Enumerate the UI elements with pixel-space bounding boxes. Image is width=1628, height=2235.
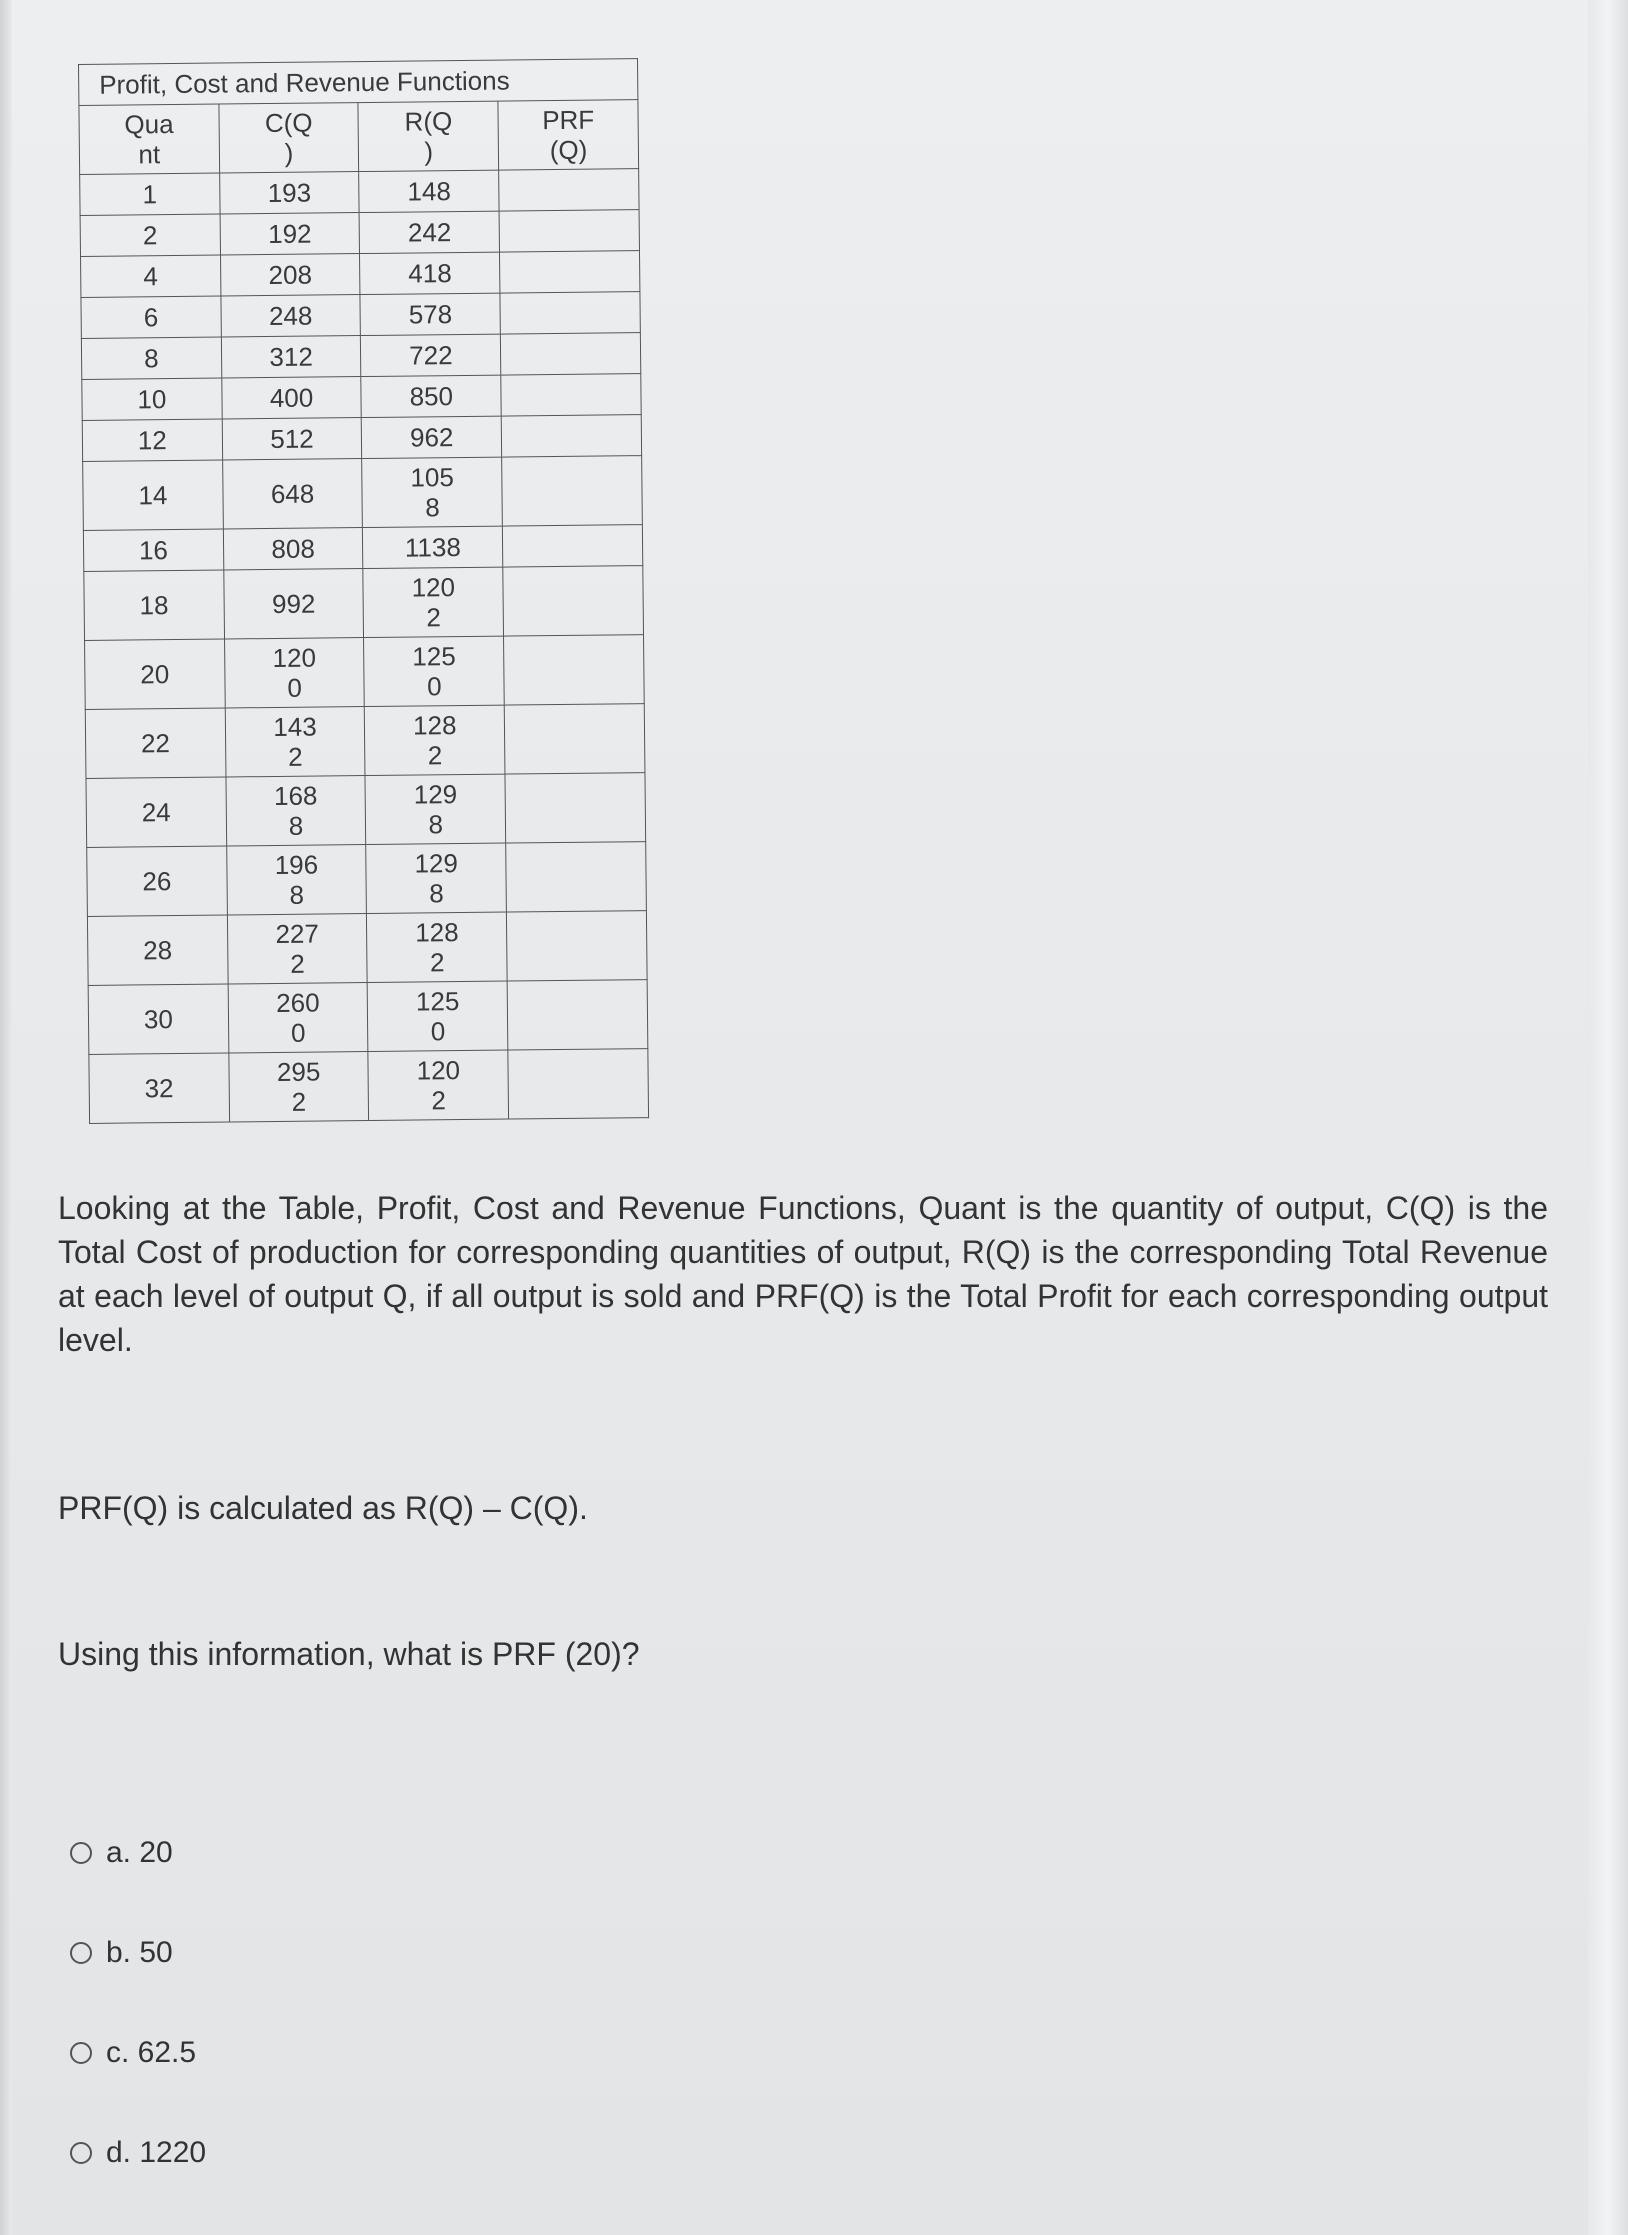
cell-profit <box>500 292 640 334</box>
cell-cost-line: 260 <box>276 987 320 1018</box>
cell-profit <box>507 911 647 981</box>
cell-cost-line: 120 <box>272 642 317 673</box>
cell-cost-line: 192 <box>267 218 312 250</box>
cell-revenue-line: 962 <box>409 422 454 453</box>
table-row <box>80 169 639 216</box>
cell-revenue-line: 2 <box>431 1085 447 1116</box>
cell-quant-line: 4 <box>143 261 158 292</box>
cell-revenue <box>365 774 506 844</box>
cell-quant <box>86 777 226 847</box>
cell-cost-line: 648 <box>270 478 315 510</box>
page-left-edge <box>0 0 12 2235</box>
table-row <box>81 251 640 298</box>
cell-revenue <box>359 170 499 212</box>
table-row <box>87 911 647 986</box>
cell-cost-line: 227 <box>275 918 320 949</box>
table-row <box>85 635 645 710</box>
cell-revenue-line: 148 <box>407 176 452 207</box>
cell-revenue-line: 125 <box>415 986 460 1017</box>
cell-cost <box>225 707 365 777</box>
cell-revenue <box>368 1050 509 1120</box>
option-c-radio[interactable] <box>70 2042 92 2064</box>
cell-revenue-line: 128 <box>415 917 459 948</box>
cell-quant-line: 24 <box>141 797 171 828</box>
cell-quant-line: 18 <box>139 590 169 621</box>
cell-quant-line: 26 <box>142 866 172 897</box>
option-b-label: b. 50 <box>106 1936 173 1969</box>
cell-revenue-line: 129 <box>414 848 459 879</box>
cell-profit <box>503 566 643 636</box>
cell-cost-line: 512 <box>270 423 314 455</box>
cell-cost <box>224 638 364 708</box>
cell-cost <box>229 1052 369 1122</box>
cell-quant-line: 30 <box>143 1004 173 1035</box>
cell-revenue-line: 128 <box>412 710 457 741</box>
cell-profit <box>499 210 639 252</box>
cell-revenue <box>366 843 507 913</box>
cell-revenue-line: 418 <box>408 258 452 289</box>
cell-cost <box>221 336 361 378</box>
cell-quant <box>89 1053 229 1123</box>
cell-revenue-line: 129 <box>413 779 458 810</box>
table-row <box>82 415 641 462</box>
cell-profit <box>502 456 642 526</box>
header-revenue-line1: R(Q <box>404 106 453 137</box>
cell-quant-line: 8 <box>144 343 159 374</box>
table-row <box>87 842 647 917</box>
option-b-radio[interactable] <box>70 1942 92 1964</box>
table-row <box>86 773 646 848</box>
cell-cost <box>226 776 366 846</box>
cell-cost-line: 143 <box>273 711 317 742</box>
header-quant-line2: nt <box>138 139 161 170</box>
cell-cost <box>223 528 363 570</box>
cell-revenue-line: 0 <box>430 1016 446 1047</box>
header-cost <box>219 103 359 173</box>
cell-revenue-line: 8 <box>428 809 444 840</box>
cell-quant <box>88 984 228 1054</box>
table-row <box>88 980 648 1055</box>
header-quant-line1: Qua <box>124 109 174 140</box>
cell-revenue-line: 8 <box>429 878 444 909</box>
cell-revenue-line: 2 <box>429 947 445 978</box>
table-row <box>84 566 644 641</box>
table-row <box>83 456 643 531</box>
table-row <box>81 292 640 339</box>
option-a-label: a. 20 <box>106 1836 173 1869</box>
cell-quant <box>87 846 227 916</box>
header-quant <box>79 104 219 174</box>
cell-cost <box>220 254 360 296</box>
cell-cost <box>222 459 362 529</box>
cell-profit <box>501 415 641 457</box>
cell-cost <box>228 983 368 1053</box>
cell-revenue <box>364 636 505 706</box>
question-text: Using this information, what is PRF (20)? <box>58 1636 640 1672</box>
header-revenue <box>358 101 499 171</box>
cell-quant-line: 2 <box>142 220 158 251</box>
option-d-radio[interactable] <box>70 2142 92 2164</box>
cell-cost-line: 400 <box>269 382 314 414</box>
cell-quant <box>85 708 225 778</box>
cell-revenue <box>362 416 502 458</box>
table-row <box>83 525 642 572</box>
cell-cost <box>227 914 367 984</box>
cell-cost <box>222 377 362 419</box>
cell-quant <box>80 214 220 256</box>
table-row <box>80 210 639 257</box>
cell-cost-line: 2 <box>287 741 303 772</box>
cell-revenue-line: 120 <box>416 1055 461 1086</box>
cell-quant <box>81 296 221 338</box>
cell-quant <box>81 255 221 297</box>
cell-revenue <box>363 526 503 568</box>
cell-quant <box>87 915 227 985</box>
cell-quant <box>83 460 223 530</box>
cell-revenue <box>367 912 508 982</box>
table-body <box>80 169 649 1124</box>
cell-revenue-line: 578 <box>408 299 453 330</box>
cell-profit <box>505 773 645 843</box>
cell-revenue <box>361 375 501 417</box>
cell-revenue <box>363 567 504 637</box>
cell-revenue-line: 722 <box>409 340 453 371</box>
cell-profit <box>499 169 639 211</box>
cell-cost-line: 168 <box>273 780 318 811</box>
cell-quant-line: 28 <box>143 935 173 966</box>
cell-revenue-line: 242 <box>407 217 452 248</box>
cell-quant-line: 10 <box>137 384 167 415</box>
cell-revenue-line: 2 <box>426 602 442 633</box>
cell-quant-line: 6 <box>143 302 159 333</box>
header-profit-line2: (Q) <box>549 134 588 166</box>
cell-revenue <box>359 211 499 253</box>
cell-profit <box>504 635 644 705</box>
cell-cost-line: 208 <box>268 259 313 291</box>
header-revenue-line2: ) <box>424 136 434 167</box>
cell-quant <box>85 639 225 709</box>
header-cost-line2: ) <box>284 137 294 168</box>
table-header-row <box>79 100 639 175</box>
header-profit-line1: PRF <box>542 104 595 136</box>
cell-quant <box>83 529 223 571</box>
table-row <box>82 374 641 421</box>
cell-quant-line: 12 <box>137 425 167 456</box>
option-b[interactable] <box>70 1936 173 1970</box>
cell-quant-line: 14 <box>138 480 168 511</box>
cell-profit <box>503 525 643 567</box>
option-d-label: d. 1220 <box>106 2136 207 2169</box>
cell-quant <box>84 570 224 640</box>
cell-revenue <box>361 334 501 376</box>
cell-cost <box>224 569 364 639</box>
functions-table <box>78 58 649 1124</box>
cell-cost-line: 193 <box>267 177 312 209</box>
table-row <box>81 333 640 380</box>
cell-cost-line: 8 <box>288 810 304 841</box>
header-cost-line1: C(Q <box>264 107 313 139</box>
cell-cost-line: 312 <box>269 341 313 373</box>
cell-quant <box>80 173 220 215</box>
cell-revenue-line: 125 <box>412 641 456 672</box>
cell-quant <box>81 337 221 379</box>
cell-cost <box>222 418 362 460</box>
cell-quant <box>82 419 222 461</box>
cell-quant-line: 20 <box>140 659 170 690</box>
cell-revenue <box>368 981 509 1051</box>
formula-text: PRF(Q) is calculated as R(Q) – C(Q). <box>58 1490 588 1526</box>
cell-quant-line: 16 <box>138 535 169 566</box>
cell-revenue <box>360 293 500 335</box>
cell-cost-line: 808 <box>271 533 315 564</box>
cell-cost-line: 0 <box>290 1017 306 1048</box>
table-row <box>85 704 645 779</box>
cell-cost-line: 2 <box>290 948 305 979</box>
cell-revenue-line: 105 <box>410 462 455 493</box>
cell-cost <box>221 295 361 337</box>
cell-cost <box>226 845 366 915</box>
cell-cost <box>219 172 359 214</box>
cell-revenue-line: 120 <box>411 572 456 603</box>
option-a[interactable] <box>70 1836 173 1870</box>
option-d[interactable] <box>70 2136 206 2170</box>
cell-profit <box>500 251 640 293</box>
cell-cost-line: 8 <box>289 879 305 910</box>
cell-profit <box>501 333 641 375</box>
option-a-radio[interactable] <box>70 1842 92 1864</box>
cell-quant-line: 22 <box>140 728 171 759</box>
cell-cost-line: 992 <box>271 588 316 619</box>
cell-revenue-line: 2 <box>427 740 443 771</box>
header-profit <box>498 100 638 170</box>
cell-profit <box>504 704 644 774</box>
question-paragraph: Looking at the Table, Profit, Cost and Revenue Functions, Quant is the quantity of output, C(Q) is the Total Cost of production for corresponding quantities of output, R(Q) is the corresponding Total Revenue at each level of output Q, if all output is sold and PRF(Q) is the Total Profit for each corresponding output level. <box>58 1190 1548 1358</box>
cell-cost-line: 248 <box>268 300 313 332</box>
cell-profit <box>506 842 646 912</box>
cell-revenue <box>360 252 500 294</box>
cell-quant-line: 1 <box>142 179 158 210</box>
cell-cost-line: 2 <box>291 1086 307 1117</box>
cell-revenue-line: 1138 <box>404 532 462 563</box>
cell-revenue-line: 8 <box>425 492 440 523</box>
table-caption: Profit, Cost and Revenue Functions <box>79 59 638 106</box>
option-c[interactable] <box>70 2036 196 2070</box>
cell-cost-line: 196 <box>274 849 319 880</box>
cell-revenue-line: 850 <box>409 381 454 412</box>
cell-profit <box>508 1049 648 1119</box>
cell-revenue-line: 0 <box>426 671 442 702</box>
cell-revenue <box>362 457 503 527</box>
cell-cost-line: 295 <box>276 1056 321 1087</box>
cell-cost <box>220 213 360 255</box>
cell-quant <box>82 378 222 420</box>
option-c-label: c. 62.5 <box>106 2036 197 2069</box>
cell-cost-line: 0 <box>287 672 302 703</box>
cell-quant-line: 32 <box>144 1073 174 1104</box>
table-row <box>89 1049 649 1124</box>
cell-profit <box>507 980 647 1050</box>
functions-table-container <box>78 58 649 1124</box>
cell-profit <box>501 374 641 416</box>
cell-revenue <box>365 705 506 775</box>
page-right-edge <box>1588 0 1628 2235</box>
